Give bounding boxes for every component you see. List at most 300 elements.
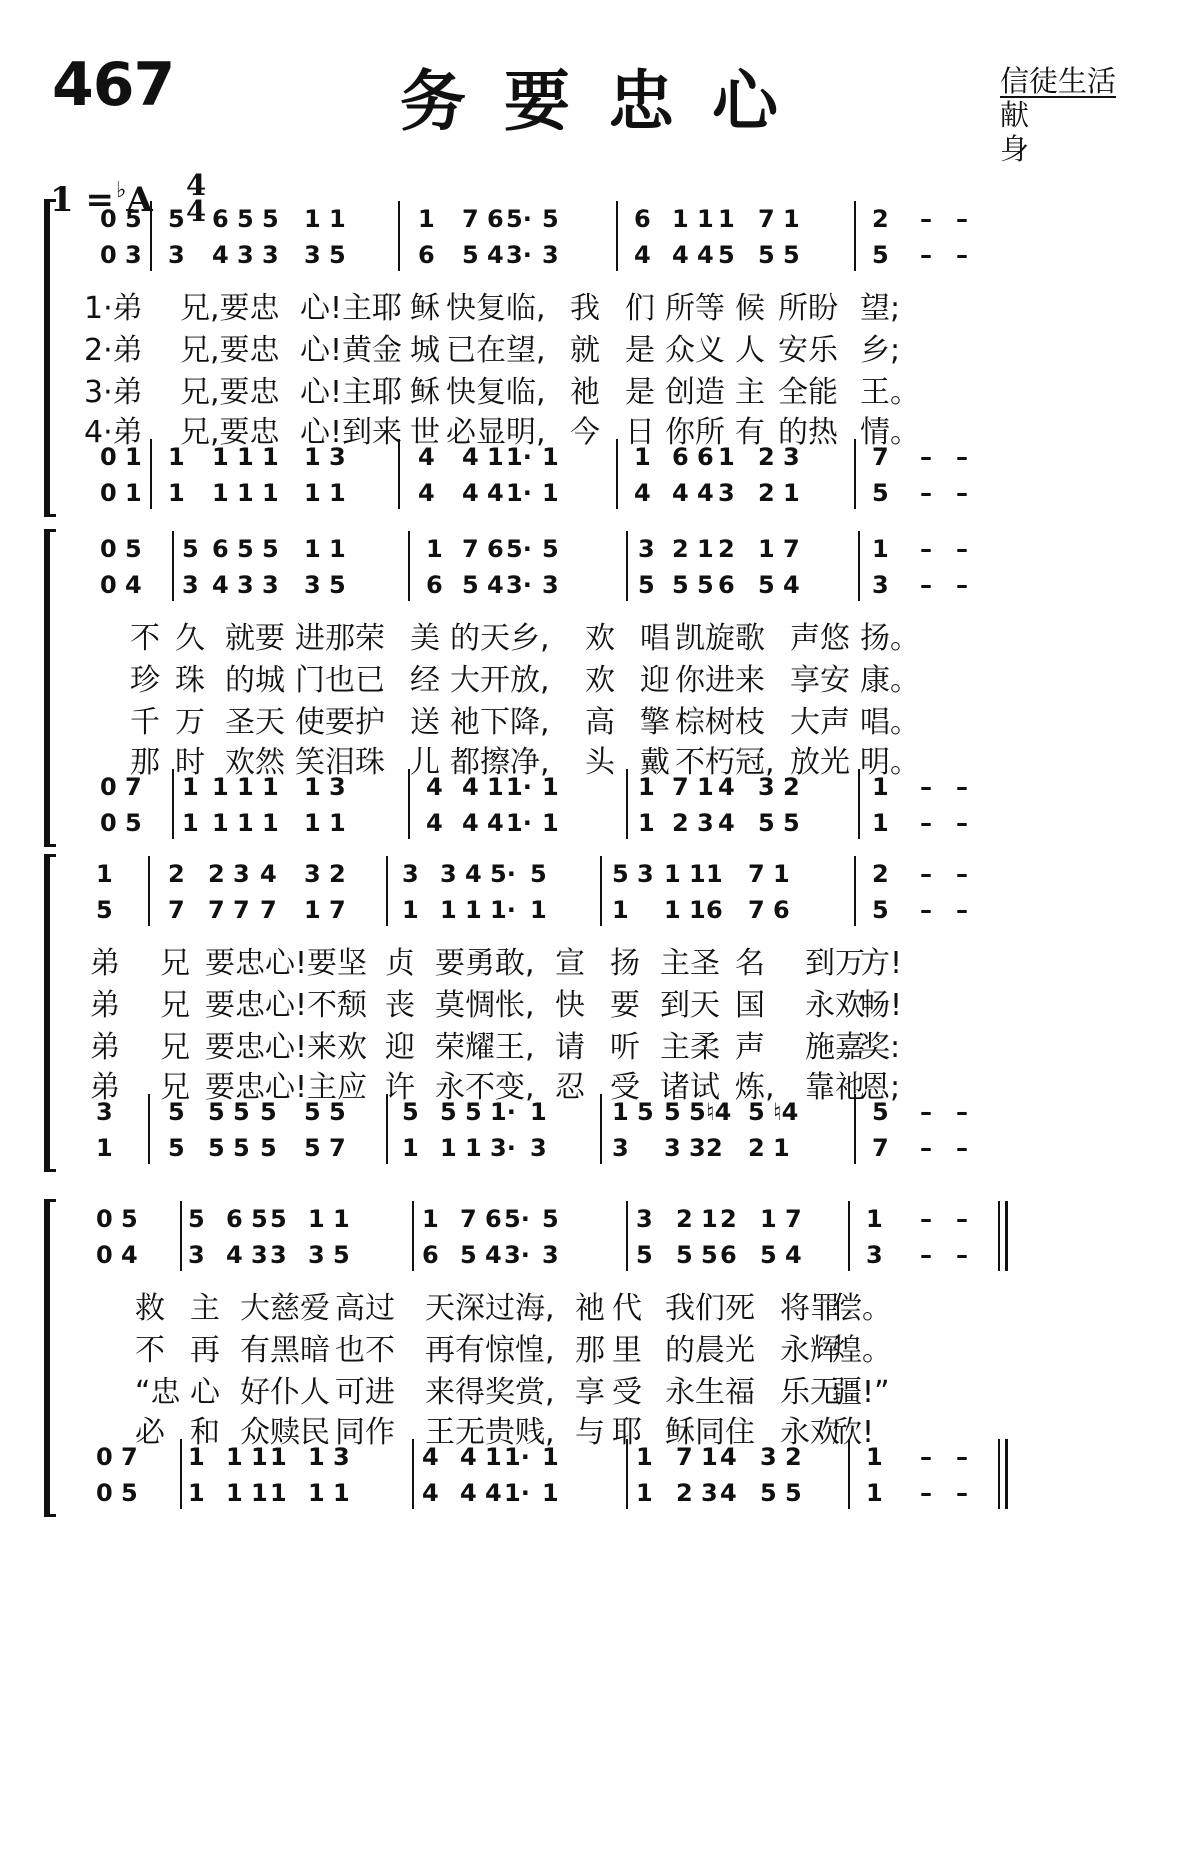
lyric-syllable: 要忠心!不颓 [205,988,368,1023]
note: 3 [96,1098,113,1126]
barline [616,439,618,509]
lyric-syllable: 有黑暗 [240,1333,330,1368]
note: 0 5 [100,809,142,837]
note: 4 4 [460,1479,502,1507]
note: 1· [506,479,532,507]
note: 4 [418,479,435,507]
note: 0 7 [100,773,142,801]
lyric-syllable: 奖: [860,1030,901,1065]
lyric-syllable: 兄,要忠 [180,291,280,326]
note: 4 4 [462,809,504,837]
note: 1 7 [760,1205,802,1233]
note: 1 [270,1443,287,1471]
lyric-syllable: 全能 [778,375,838,410]
final-barline [998,1201,1000,1271]
lyric-syllable: 众赎民 [240,1415,330,1450]
lyric-syllable: 所盼 [778,291,838,326]
note: – [920,1479,932,1507]
note: – [956,1205,968,1233]
note: 2 [168,860,185,888]
barline [148,1094,150,1164]
note: 1 [706,860,723,888]
note: 1 [866,1205,883,1233]
note: – [920,1098,932,1126]
lyric-syllable: 与 [575,1415,605,1450]
note: – [956,809,968,837]
lyric-syllable: 弟 [90,1070,120,1105]
lyric-syllable: 的城 [225,663,285,698]
note: 0 1 [100,443,142,471]
note: 0 5 [100,535,142,563]
lyric-syllable: 兄 [160,1030,190,1065]
barline [848,1439,850,1509]
note: 4 [718,809,735,837]
note: 1 [718,443,735,471]
lyric-line [0,367,1200,410]
lyric-syllable: 迎 [640,663,670,698]
barline [616,201,618,271]
barline [398,439,400,509]
lyric-syllable: 将罪 [780,1291,840,1326]
note: – [920,896,932,924]
lyric-syllable: 众义 [665,333,725,368]
note: 3 [262,241,279,269]
note: 6 5 [226,1205,268,1233]
note: 5 4 [460,1241,502,1269]
note: 1 1 [308,1479,350,1507]
lyric-syllable: 炼, [735,1070,775,1105]
lyric-syllable: 来得奖赏, [425,1375,555,1410]
note: 4 [260,860,277,888]
note: – [956,443,968,471]
note: 0 4 [100,571,142,599]
time-signature-top: 4 [186,168,207,202]
note: 5 [636,1241,653,1269]
lyric-syllable: 代 [612,1291,642,1326]
note: 1 7 [758,535,800,563]
note: 1 3 [304,443,346,471]
lyric-line [0,1367,1200,1410]
lyric-syllable: 声 [735,1030,765,1065]
note: 0 1 [100,479,142,507]
note: 1 [638,809,655,837]
lyric-syllable: 兄 [160,988,190,1023]
note: 4 4 [462,479,504,507]
note: 5 [872,479,889,507]
lyric-syllable: 的热 [778,415,838,450]
lyric-syllable: 我们死 [665,1291,755,1326]
lyric-syllable: 必 [135,1415,165,1450]
note: – [920,479,932,507]
barline [180,1201,182,1271]
note: 1 [612,896,629,924]
lyric-line [0,697,1200,740]
note: 5 4 [758,571,800,599]
note: 3 4 [440,860,482,888]
note: – [920,773,932,801]
lyric-syllable: 经 [410,663,440,698]
note: 1 [530,1098,547,1126]
note: 5 [260,1098,277,1126]
lyric-syllable: 世 [410,415,440,450]
lyric-syllable: 心!主耶 [300,291,403,326]
lyric-syllable: 门也已 [295,663,385,698]
note: 5 [872,896,889,924]
note: 5 [542,205,559,233]
lyric-syllable: 宣 [555,946,585,981]
note: 5 ♮4 [748,1098,799,1126]
note: 1 [96,1134,113,1162]
note: 1 1 [212,773,254,801]
note: 3 [542,241,559,269]
note: 1 [530,896,547,924]
note: 1 7 [304,896,346,924]
note: 2 3 [672,809,714,837]
note: 3 [612,1134,629,1162]
lyric-line [0,938,1200,981]
lyric-syllable: 稣 [410,375,440,410]
note: 5 5 [208,1098,250,1126]
note: 1 [542,443,559,471]
score-system [0,1205,1200,1517]
note: 1 [542,1443,559,1471]
note: 4 [720,1479,737,1507]
lyric-line [0,1283,1200,1326]
lyric-line [0,283,1200,326]
hymn-category [1000,64,1200,166]
lyric-syllable: 必显明, [446,415,546,450]
lyric-syllable: 忍 [555,1070,585,1105]
lyric-syllable: 快复临, [446,375,546,410]
lyric-syllable: 扬。 [860,621,920,656]
barline [626,769,628,839]
note: 3· [506,241,532,269]
barline [172,769,174,839]
note: 1 1 [212,479,254,507]
note: 2 1 [748,1134,790,1162]
barline [854,439,856,509]
bass-lower-row [0,479,1200,511]
lyric-syllable: 心 [190,1375,220,1410]
lyric-syllable: 受 [610,1070,640,1105]
note: 3 [638,535,655,563]
final-barline [998,1439,1000,1509]
barline [854,856,856,926]
note: 5· [506,535,532,563]
note: 6 [426,571,443,599]
lyric-syllable: 祂 [570,375,600,410]
key-prefix: 1 = [50,180,114,220]
lyric-syllable: 要忠心!要坚 [205,946,368,981]
note: 1 1 [664,860,706,888]
note: 5 5 [304,1098,346,1126]
barline [408,531,410,601]
note: 4 1 [462,773,504,801]
barline [386,856,388,926]
lyric-line [0,655,1200,698]
note: 3 [636,1205,653,1233]
lyric-syllable: 望; [860,291,901,326]
lyric-syllable: 1·弟 [84,291,143,326]
note: 3 5 [308,1241,350,1269]
lyric-syllable: 也不 [335,1333,395,1368]
note: 7 1 [672,773,714,801]
note: – [956,860,968,888]
lyric-syllable: 王无贵贱, [425,1415,555,1450]
barline [858,531,860,601]
note: – [956,773,968,801]
note: 1 [542,479,559,507]
lyric-syllable: 救 [135,1291,165,1326]
note: – [956,535,968,563]
note: 2 [718,535,735,563]
lyric-line [0,737,1200,780]
note: 6 [422,1241,439,1269]
note: 3 [872,571,889,599]
note: 1· [490,1098,516,1126]
lyric-syllable: 明。 [860,745,920,780]
note: 6 5 [212,535,254,563]
lyric-syllable: 里 [612,1333,642,1368]
note: 5 [262,205,279,233]
note: 0 7 [96,1443,138,1471]
note: 1 [262,773,279,801]
note: 1 [872,809,889,837]
note: – [956,241,968,269]
lyric-syllable: 享 [575,1375,605,1410]
lyric-syllable: 不朽冠, [675,745,775,780]
note: – [920,1241,932,1269]
barline [848,1201,850,1271]
lyric-syllable: 人 [735,333,765,368]
note: – [956,205,968,233]
lyric-syllable: 弟 [90,946,120,981]
score-system [0,535,1200,847]
lyric-syllable: 久 [175,621,205,656]
lyric-syllable: 名 [735,946,765,981]
lyric-syllable: 笑泪珠 [295,745,385,780]
lyric-syllable: 高过 [335,1291,395,1326]
lyric-syllable: 要忠心!主应 [205,1070,368,1105]
lyric-syllable: 贞 [385,946,415,981]
note: 1· [506,773,532,801]
note: 1 3 [304,773,346,801]
category-primary: 信徒生活 [1000,64,1117,98]
note: 1· [504,1443,530,1471]
lyric-syllable: 永欢 [805,988,865,1023]
note: 3 [542,571,559,599]
note: – [956,571,968,599]
note: 1 [188,1479,205,1507]
barline [626,531,628,601]
lyric-syllable: 祂 [575,1291,605,1326]
lyric-syllable: 祂下降, [450,705,550,740]
barline [180,1439,182,1509]
lyric-syllable: 要勇敢, [435,946,535,981]
lyric-syllable: 4·弟 [84,415,143,450]
note: 7 [872,1134,889,1162]
note: ♮4 [706,1098,732,1126]
note: 4 [422,1479,439,1507]
note: 4 [634,479,651,507]
lyric-syllable: 弟 [90,988,120,1023]
note: 1 [402,1134,419,1162]
note: 1 [542,809,559,837]
lyric-syllable: 偿。 [832,1291,892,1326]
note: – [920,241,932,269]
note: 2 [706,1134,723,1162]
note: 7 1 [758,205,800,233]
note: 1· [506,443,532,471]
note: – [920,205,932,233]
lyric-syllable: 同作 [335,1415,395,1450]
lyric-syllable: 主 [190,1291,220,1326]
note: 1 1 [440,1134,482,1162]
lyric-syllable: 兄 [160,1070,190,1105]
note: 7 6 [748,896,790,924]
note: 5 [402,1098,419,1126]
note: 3 5 [304,571,346,599]
note: 1 [542,1479,559,1507]
barline [854,1094,856,1164]
category-secondary: 献 身 [1000,98,1175,166]
lyric-syllable: 乡; [860,333,901,368]
note: 6 5 [212,205,254,233]
lyric-syllable: 不 [130,621,160,656]
note: 5 5 [760,1479,802,1507]
note: 7 [168,896,185,924]
lyric-syllable: 进那荣 [295,621,385,656]
note: 1· [506,809,532,837]
lyric-syllable: 候 [735,291,765,326]
lyric-syllable: 稣同住 [665,1415,755,1450]
note: 0 5 [96,1205,138,1233]
note: 0 5 [96,1479,138,1507]
note: 3 3 [664,1134,706,1162]
note: 5 5 [664,1098,706,1126]
note: 2 1 [676,1205,718,1233]
note: 5 [96,896,113,924]
lyric-syllable: 不 [135,1333,165,1368]
note: 7 6 [462,205,504,233]
lyric-syllable: 永欢 [780,1415,840,1450]
note: 5 5 [758,241,800,269]
note: 4 [422,1443,439,1471]
treble-lower-row [0,241,1200,273]
note: 5 5 [672,571,714,599]
barline [408,769,410,839]
lyric-syllable: 放光 [790,745,850,780]
note: 4 [634,241,651,269]
note: – [920,535,932,563]
note: 3 [168,241,185,269]
lyric-syllable: 有 [735,415,765,450]
note: – [920,1134,932,1162]
lyric-syllable: 送 [410,705,440,740]
barline [386,1094,388,1164]
lyric-syllable: “忠 [135,1375,181,1410]
note: 1 1 [308,1205,350,1233]
note: 3 [866,1241,883,1269]
lyric-syllable: 欢 [585,663,615,698]
note: 1 [422,1205,439,1233]
note: 1 [188,1443,205,1471]
note: 5 3 [612,860,654,888]
note: 1 [418,205,435,233]
lyric-syllable: 再有惊惶, [425,1333,555,1368]
note: 1 [168,443,185,471]
note: 1 [262,479,279,507]
note: 5 [542,535,559,563]
note: – [956,896,968,924]
lyric-syllable: 许 [385,1070,415,1105]
lyric-syllable: 乐无 [780,1375,840,1410]
lyric-syllable: 到天 [660,988,720,1023]
note: 4 3 [212,571,254,599]
note: 1 1 [212,443,254,471]
lyric-syllable: 大开放, [450,663,550,698]
note: – [956,1443,968,1471]
note: 5 [182,535,199,563]
note: 5 4 [462,241,504,269]
note: 5 5 [758,809,800,837]
note: 3 2 [758,773,800,801]
note: 1 [638,773,655,801]
treble-upper-row [0,535,1200,567]
note: 4 [426,773,443,801]
note: 1 [636,1443,653,1471]
lyric-syllable: 千 [130,705,160,740]
note: 1 [168,479,185,507]
lyric-line [0,1325,1200,1368]
lyric-syllable: 万 [175,705,205,740]
barline [172,531,174,601]
note: 3· [506,571,532,599]
note: – [956,479,968,507]
lyric-syllable: 是 [625,333,655,368]
note: 7 6 [462,535,504,563]
lyric-syllable: 施嘉 [805,1030,865,1065]
note: 3 5 [304,241,346,269]
lyric-syllable: 丧 [385,988,415,1023]
lyric-syllable: 心!到来 [300,415,403,450]
treble-upper-row [0,205,1200,237]
note: 6 [718,571,735,599]
lyric-syllable: 享安 [790,663,850,698]
lyric-syllable: 疆!” [832,1375,890,1410]
note: 5 [872,241,889,269]
bass-lower-row [0,809,1200,841]
note: 2 3 [208,860,250,888]
lyric-syllable: 永生福 [665,1375,755,1410]
note: 4 [426,809,443,837]
note: 3 [182,571,199,599]
lyric-syllable: 请 [555,1030,585,1065]
note: 0 3 [100,241,142,269]
barline [150,201,152,271]
lyric-syllable: 耶 [612,1415,642,1450]
lyric-syllable: 荣耀王, [435,1030,535,1065]
note: 1 1 [226,1443,268,1471]
lyric-syllable: 凯旋歌 [675,621,765,656]
note: 5 [542,1205,559,1233]
lyric-line [0,613,1200,656]
lyric-syllable: 恩; [860,1070,901,1105]
lyric-syllable: 心!黄金 [300,333,403,368]
note: 5 4 [462,571,504,599]
lyric-line [0,407,1200,450]
note: 1 [866,1443,883,1471]
